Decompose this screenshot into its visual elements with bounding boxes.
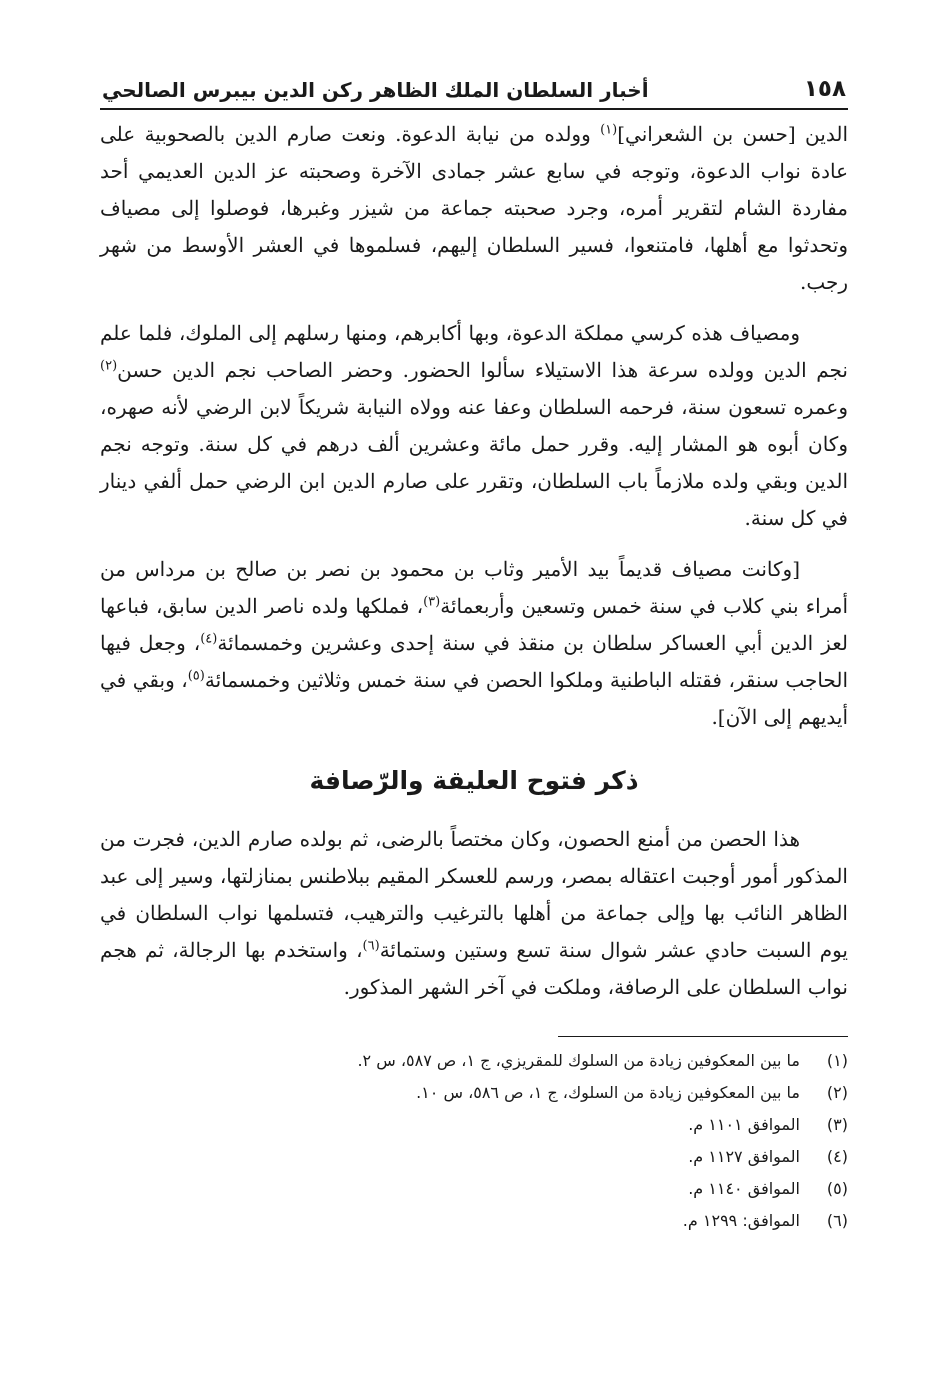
footnote-number: (١) [826, 1051, 848, 1070]
footnote-number: (٣) [826, 1115, 848, 1134]
footnote-number: (٥) [826, 1179, 848, 1198]
footnote-ref: (٥) [187, 668, 205, 684]
footnote-text: الموافق ١١٠١ م. [688, 1115, 800, 1134]
paragraph [100, 315, 848, 537]
main-text [100, 116, 848, 1006]
footnote-text: ما بين المعكوفين زيادة من السلوك، ج ١، ص ٥٨٦، س ١٠. [416, 1083, 800, 1102]
section-heading: ذكر فتوح العليقة والرّصافة [309, 766, 639, 795]
text-run: هذا الحصن من أمنع الحصون، وكان مختصاً بالرضى، ثم بولده صارم الدين، فجرت من المذكور أمور أوجبت اعتقاله بمصر، ورسم للعسكر المقيم ببلاطنس بمنازلتها، وسير إلى عبد الظاهر النائب بها وإلى جماعة من أهلها بالترغيب والترهيب، فتسلمها نواب السلطان في يوم السبت حادي عشر شوال سنة تسع وستين وستمائة [100, 827, 848, 962]
running-title: أخبار السلطان الملك الظاهر ركن الدين بيبرس الصالحي [102, 78, 649, 102]
footnote-ref: (٤) [200, 631, 218, 647]
text-run: ، واستخدم بها الرجالة، ثم هجم نواب السلطان على الرصافة، وملكت في آخر الشهر المذكور. [100, 938, 848, 999]
footnote-item [100, 1141, 848, 1173]
text-run: الدين [حسن بن الشعراني] [617, 122, 848, 146]
book-page [100, 62, 848, 1237]
footnote-ref: (١) [600, 122, 618, 138]
footnotes [100, 1045, 848, 1237]
footnote-divider [558, 1036, 848, 1037]
text-run: وولده من نيابة الدعوة. ونعت صارم الدين بالصحوبية على عادة نواب الدعوة، وتوجه في سابع عشر جمادى الآخرة وصحبته عز الدين العديمي أحد مفاردة الشام لتقرير أمره، وجرد صحبته جماعة من شيزر وغبرها، فوصلوا إلى مصياف وتحدثوا مع أهلها، فامتنعوا، فسير السلطان إليهم، فسلموها في العشر الأوسط من شهر رجب. [100, 122, 848, 294]
text-run: [وكانت مصياف قديماً بيد الأمير وثاب بن محمود بن نصر بن صالح بن مرداس من أمراء بني كلاب في سنة خمس وتسعين وأربعمائة [100, 557, 849, 618]
footnote-ref: (٦) [362, 938, 380, 954]
text-run: ، وبقي في أيديهم إلى الآن]. [100, 668, 848, 729]
footnote-number: (٦) [826, 1211, 848, 1230]
footnote-item [100, 1109, 848, 1141]
text-run: ، وجعل فيها الحاجب سنقر، فقتله الباطنية وملكوا الحصن في سنة خمس وثلاثين وخمسمائة [100, 631, 848, 692]
footnote-text: الموافق: ١٢٩٩ م. [682, 1211, 800, 1230]
footnote-text: الموافق ١١٤٠ م. [688, 1179, 800, 1198]
page-number: ١٥٨ [803, 76, 846, 102]
footnote-text: الموافق ١١٢٧ م. [688, 1147, 800, 1166]
footnote-item [100, 1077, 848, 1109]
paragraph [100, 551, 848, 736]
text-run: وعمره تسعون سنة، فرحمه السلطان وعفا عنه وولاه النيابة شريكاً لابن الرضي لأنه صهره، وكان أبوه هو المشار إليه. وقرر حمل مائة وعشرين ألف درهم في كل سنة. وتوجه نجم الدين وبقي ولده ملازماً باب السلطان، وتقرر على صارم الدين ابن الرضي حمل ألفي دينار في كل سنة. [100, 395, 848, 530]
paragraph [100, 821, 848, 1006]
page-header [100, 62, 848, 110]
text-run: ، فملكها ولده ناصر الدين سابق، فباعها لعز الدين أبي العساكر سلطان بن منقذ في سنة إحدى وعشرين وخمسمائة [100, 594, 848, 655]
paragraph [100, 116, 848, 301]
footnote-ref: (٢) [100, 358, 118, 374]
footnote-text: ما بين المعكوفين زيادة من السلوك للمقريزي، ج ١، ص ٥٨٧، س ٢. [357, 1051, 800, 1070]
footnote-number: (٤) [826, 1147, 848, 1166]
footnote-number: (٢) [826, 1083, 848, 1102]
footnote-item [100, 1173, 848, 1205]
footnote-ref: (٣) [423, 594, 441, 610]
footnote-item [100, 1045, 848, 1077]
text-run: ومصياف هذه كرسي مملكة الدعوة، وبها أكابرهم، ومنها رسلهم إلى الملوك، فلما علم نجم الدين وولده سرعة هذا الاستيلاء سألوا الحضور. وحضر الصاحب نجم الدين حسن [100, 321, 848, 382]
footnote-item [100, 1205, 848, 1237]
